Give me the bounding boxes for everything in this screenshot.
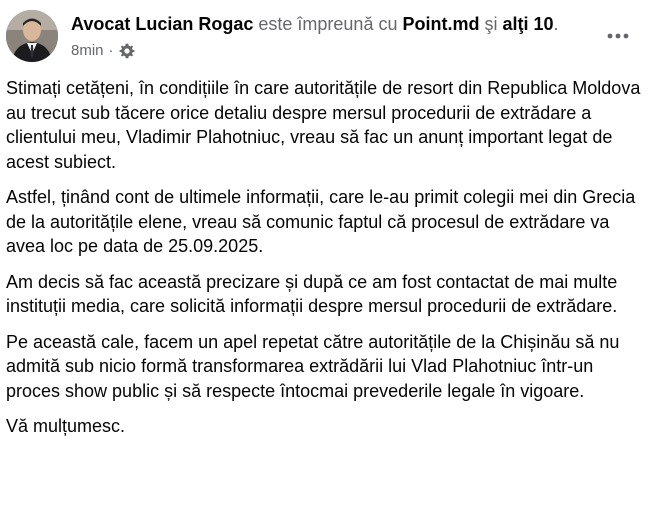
author-name-link[interactable]: Avocat Lucian Rogac <box>71 14 254 34</box>
post-paragraph-2: Astfel, ținând cont de ultimele informații, care le-au primit colegii mei din Grecia de la autoritățile elene, vreau să comunic faptul că procesul de extrădare va avea loc pe data de 25.09.2025. <box>6 187 636 256</box>
post-body <box>6 76 646 450</box>
with-text: este împreună cu <box>258 14 398 34</box>
more-options-icon <box>607 33 629 39</box>
meta-separator: · <box>108 42 114 59</box>
post-header <box>0 0 652 72</box>
post-paragraph-4: Pe această cale, facem un apel repetat către autoritățile de la Chișinău să nu admită sub nicio formă transformarea extrădării lui Vlad Plahotniuc într-un proces show public și să respecte întocmai prevederile legale în vigoare. <box>6 331 620 401</box>
tagged-page-link[interactable]: Point.md <box>402 14 480 34</box>
tagged-others-link[interactable]: alţi 10 <box>502 14 554 34</box>
more-options-button[interactable] <box>600 22 636 50</box>
post-paragraph-5: Vă mulțumesc. <box>6 416 126 436</box>
post-timestamp-link[interactable]: 8min <box>71 42 104 59</box>
and-text: şi <box>484 14 498 34</box>
post-paragraph-1: Stimați cetățeni, în condițiile în care autoritățile de resort din Republica Moldova au trecut sub tăcere orice detaliu despre mersul procedurii de extrădare a clientului meu, Vladimir Plahotniuc, vreau să fac un anunț important legat de acest subiect. <box>6 78 641 172</box>
avatar[interactable] <box>6 10 58 62</box>
post-meta <box>71 41 135 61</box>
gear-icon[interactable] <box>119 43 135 59</box>
avatar-image <box>6 10 58 62</box>
post-paragraph-3: Am decis să fac această precizare și după ce am fost contactat de mai multe instituții media, care solicită informații despre mersul procedurii de extrădare. <box>6 271 618 316</box>
post-header-line <box>71 13 559 35</box>
header-period: . <box>553 14 559 34</box>
